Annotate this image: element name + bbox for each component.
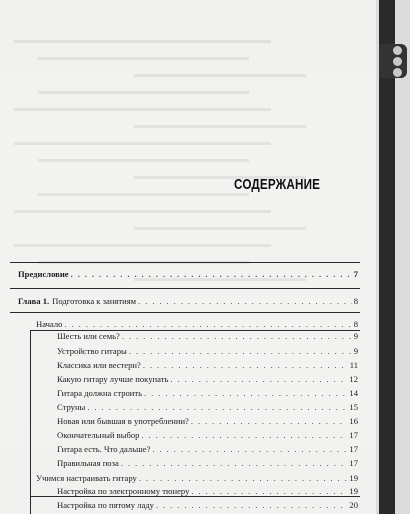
toc-page-number: 20 xyxy=(349,500,358,510)
toc-title: Предисловие xyxy=(18,269,69,279)
index-dot-icon xyxy=(393,68,402,77)
toc-page-number: 11 xyxy=(349,360,358,370)
toc-title: Струны xyxy=(57,402,86,412)
toc-page-number: 19 xyxy=(349,486,358,496)
index-dot-icon xyxy=(393,46,402,55)
leader-dots xyxy=(122,331,352,342)
toc-section-13[interactable] xyxy=(57,500,358,511)
toc-section-10[interactable] xyxy=(57,458,358,469)
leader-dots xyxy=(144,388,347,399)
toc-section-2[interactable] xyxy=(57,346,358,357)
leader-dots xyxy=(87,402,347,413)
toc-page-number: 8 xyxy=(353,319,358,329)
leader-dots xyxy=(64,319,351,330)
toc-section-5[interactable] xyxy=(57,388,358,399)
leader-dots xyxy=(129,346,352,357)
divider-top xyxy=(10,262,360,263)
leader-dots xyxy=(152,444,347,455)
toc-section-6[interactable] xyxy=(57,402,358,413)
toc-page-number: 17 xyxy=(349,458,358,468)
divider-after-preface xyxy=(10,288,360,289)
toc-page-number: 15 xyxy=(349,402,358,412)
toc-title: Настройка по электронному тюнеру xyxy=(57,486,190,496)
toc-page-number: 8 xyxy=(353,296,358,306)
toc-title: Начало xyxy=(36,319,63,329)
toc-section-4[interactable] xyxy=(57,374,358,385)
toc-section-7[interactable] xyxy=(57,416,358,427)
toc-title: Окончательный выбор xyxy=(57,430,140,440)
toc-page-number: 17 xyxy=(349,444,358,454)
toc-page-number: 17 xyxy=(349,430,358,440)
toc-page-number: 14 xyxy=(349,388,358,398)
leader-dots xyxy=(191,416,348,427)
toc-preface[interactable] xyxy=(18,269,358,280)
toc-section-12[interactable] xyxy=(57,486,358,497)
toc-page-number: 9 xyxy=(353,346,358,356)
toc-title: Гитара есть. Что дальше? xyxy=(57,444,151,454)
leader-dots xyxy=(121,458,348,469)
toc-section-11[interactable] xyxy=(36,473,358,484)
toc-page-number: 16 xyxy=(349,416,358,426)
toc-title: Классика или вестерн? xyxy=(57,360,141,370)
toc-page-number: 12 xyxy=(349,374,358,384)
chapter-label: Глава 1. xyxy=(18,296,50,306)
toc-section-0[interactable] xyxy=(36,319,358,330)
leader-dots xyxy=(138,296,352,307)
toc-section-9[interactable] xyxy=(57,444,358,455)
divider-after-chapter xyxy=(10,312,360,313)
leader-dots xyxy=(143,360,348,371)
toc-page-number: 7 xyxy=(353,269,358,279)
leader-dots xyxy=(71,269,352,280)
leader-dots xyxy=(191,486,347,497)
toc-page-number: 19 xyxy=(349,473,358,483)
toc-page-number: 9 xyxy=(353,331,358,341)
toc-title: Гитара должна строить xyxy=(57,388,143,398)
toc-chapter-1[interactable] xyxy=(18,296,358,307)
toc-title: Настройка по пятому ладу xyxy=(57,500,154,510)
show-through-text xyxy=(14,40,344,270)
toc-title: Устройство гитары xyxy=(57,346,127,356)
toc-section-3[interactable] xyxy=(57,360,358,371)
page-edge xyxy=(376,0,410,514)
toc-title: Учимся настраивать гитару xyxy=(36,473,137,483)
toc-title: Правильная поза xyxy=(57,458,119,468)
toc-title: Новая или бывшая в употреблении? xyxy=(57,416,189,426)
toc-title: Шесть или семь? xyxy=(57,331,120,341)
section-bracket xyxy=(30,330,31,514)
toc-section-1[interactable] xyxy=(57,331,358,342)
toc-section-8[interactable] xyxy=(57,430,358,441)
index-dot-icon xyxy=(393,57,402,66)
leader-dots xyxy=(170,374,347,385)
leader-dots xyxy=(139,473,348,484)
leader-dots xyxy=(141,430,347,441)
leader-dots xyxy=(156,500,347,511)
page-title: СОДЕРЖАНИЕ xyxy=(234,176,321,193)
toc-title: Подготовка к занятиям xyxy=(52,296,137,306)
toc-title: Какую гитару лучше покупать xyxy=(57,374,169,384)
